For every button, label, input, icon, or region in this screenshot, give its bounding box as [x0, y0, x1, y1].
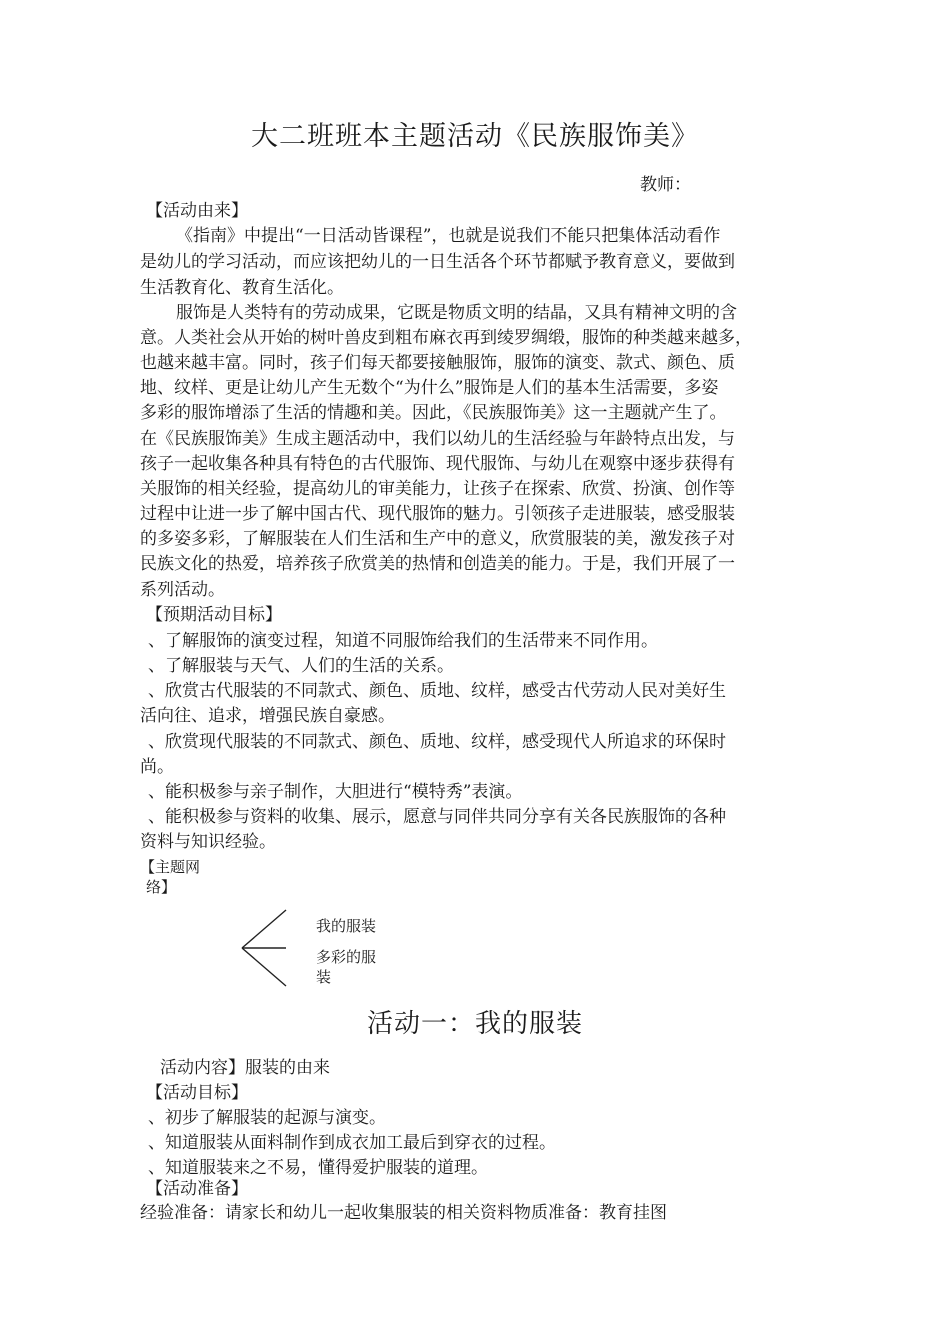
- goal-item-continued: 尚。: [140, 757, 174, 777]
- origin-line: 《指南》中提出“一日活动皆课程”，也就是说我们不能只把集体活动看作: [176, 226, 721, 246]
- origin-heading: 【活动由来】: [146, 201, 248, 221]
- web-branch-lower: [242, 948, 286, 986]
- web-node-colorful-clothes: 装: [316, 968, 332, 986]
- teacher-label: 教师：: [640, 175, 691, 195]
- origin-line: 过程中让进一步了解中国古代、现代服饰的魅力。引领孩子走进服装，感受服装: [140, 504, 735, 524]
- activity1-content: 活动内容】服装的由来: [160, 1058, 330, 1078]
- theme-web-diagram: [236, 906, 292, 990]
- web-node-my-clothes: 我的服装: [316, 917, 377, 935]
- activity1-prep-line: 经验准备：请家长和幼儿一起收集服装的相关资料物质准备：教育挂图: [140, 1203, 667, 1223]
- origin-line: 系列活动。: [140, 580, 225, 600]
- activity1-goals-heading: 【活动目标】: [146, 1083, 248, 1103]
- origin-line: 也越来越丰富。同时，孩子们每天都要接触服饰，服饰的演变、款式、颜色、质: [140, 353, 735, 373]
- activity1-goal-item: 、知道服装来之不易，懂得爱护服装的道理。: [148, 1158, 488, 1178]
- goal-item: 、能积极参与亲子制作，大胆进行“模特秀”表演。: [148, 782, 523, 802]
- origin-line: 服饰是人类特有的劳动成果，它既是物质文明的结晶，又具有精神文明的含: [176, 303, 737, 323]
- origin-line: 是幼儿的学习活动，而应该把幼儿的一日生活各个环节都赋予教育意义，要做到: [140, 252, 735, 272]
- goal-item: 、了解服装与天气、人们的生活的关系。: [148, 656, 454, 676]
- activity1-prep-heading: 【活动准备】: [146, 1179, 248, 1199]
- goal-item: 、欣赏现代服装的不同款式、颜色、质地、纹样，感受现代人所追求的环保时: [148, 732, 726, 752]
- origin-line: 多彩的服饰增添了生活的情趣和美。因此，《民族服饰美》这一主题就产生了。: [140, 403, 727, 423]
- goals-heading: 【预期活动目标】: [146, 605, 282, 625]
- activity1-goal-item: 、知道服装从面料制作到成衣加工最后到穿衣的过程。: [148, 1133, 556, 1153]
- origin-line: 地、纹样、更是让幼儿产生无数个“为什么”服饰是人们的基本生活需要，多姿: [140, 378, 719, 398]
- goal-item: 、欣赏古代服装的不同款式、颜色、质地、纹样，感受古代劳动人民对美好生: [148, 681, 726, 701]
- origin-line: 生活教育化、教育生活化。: [140, 278, 344, 298]
- origin-line: 的多姿多彩，了解服装在人们生活和生产中的意义，欣赏服装的美，激发孩子对: [140, 529, 735, 549]
- activity1-title: 活动一：我的服装: [366, 1009, 583, 1039]
- goal-item: 、能积极参与资料的收集、展示，愿意与同伴共同分享有关各民族服饰的各种: [148, 807, 726, 827]
- web-heading: 【主题网: [140, 858, 201, 876]
- web-node-colorful-clothes: 多彩的服: [316, 948, 377, 966]
- web-branch-upper: [242, 910, 286, 948]
- origin-line: 在《民族服饰美》生成主题活动中，我们以幼儿的生活经验与年龄特点出发，与: [140, 429, 735, 449]
- goal-item-continued: 活向往、追求，增强民族自豪感。: [140, 706, 395, 726]
- origin-line: 孩子一起收集各种具有特色的古代服饰、现代服饰、与幼儿在观察中逐步获得有: [140, 454, 735, 474]
- document-title: 大二班班本主题活动《民族服饰美》: [251, 121, 699, 152]
- origin-line: 关服饰的相关经验，提高幼儿的审美能力，让孩子在探索、欣赏、扮演、创作等: [140, 479, 735, 499]
- web-heading: 络】: [146, 878, 177, 896]
- goal-item-continued: 资料与知识经验。: [140, 832, 276, 852]
- goal-item: 、了解服饰的演变过程，知道不同服饰给我们的生活带来不同作用。: [148, 631, 658, 651]
- origin-line: 民族文化的热爱，培养孩子欣赏美的热情和创造美的能力。于是，我们开展了一: [140, 554, 735, 574]
- origin-line: 意。人类社会从开始的树叶兽皮到粗布麻衣再到绫罗绸缎，服饰的种类越来越多，: [140, 328, 752, 348]
- activity1-goal-item: 、初步了解服装的起源与演变。: [148, 1108, 386, 1128]
